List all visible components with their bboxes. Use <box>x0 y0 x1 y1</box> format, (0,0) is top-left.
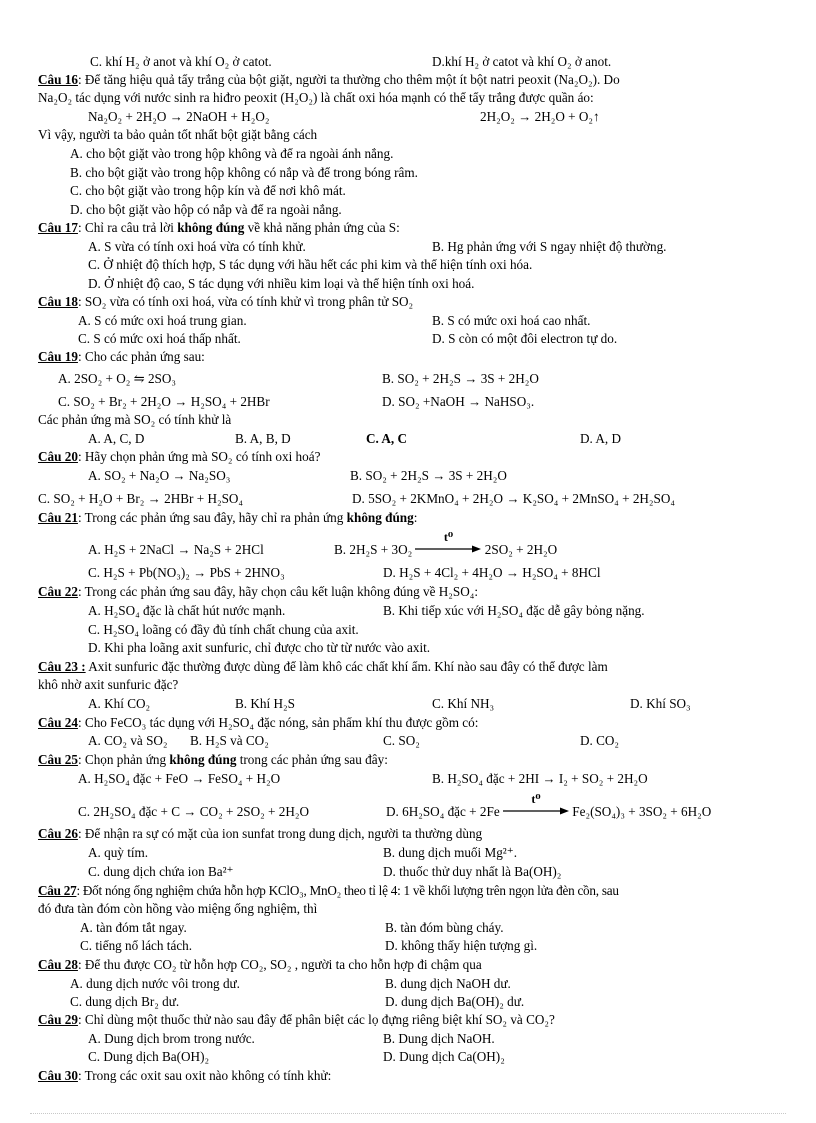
q16-equation-1: Na₂O₂ + 2H₂O → 2NaOH + H₂O₂ <box>88 109 270 124</box>
q22-label: Câu 22 <box>38 584 78 599</box>
q16-stem-line1 <box>38 73 620 86</box>
q18-option-c: C. S có mức oxi hoá thấp nhất. <box>78 331 241 346</box>
q26-label: Câu 26 <box>38 826 78 841</box>
q27-option-c: C. tiếng nổ lách tách. <box>80 938 193 953</box>
q16-stem-text: : Để tăng hiệu quả tẩy trắng của bột giặt, người ta thường cho thêm một ít bột natri peoxit (Na₂O₂). Do <box>77 72 620 87</box>
q30-label: Câu 30 <box>38 1068 78 1083</box>
q25-stem-pre: : Chọn phản ứng <box>77 752 170 767</box>
q23-stem-line1 <box>38 660 608 673</box>
q20-stem-text: : Hãy chọn phản ứng mà SO₂ có tính oxi hoá? <box>77 449 321 464</box>
q18-stem-text: : SO₂ vừa có tính oxi hoá, vừa có tính khử vì trong phân tử SO₂ <box>77 294 414 309</box>
q26-option-d: D. thuốc thử duy nhất là Ba(OH)₂ <box>383 864 562 879</box>
q20-stem <box>38 450 320 463</box>
q16-option-d: D. cho bột giặt vào hộp có nắp và để ra ngoài nắng. <box>70 202 342 217</box>
q21-label: Câu 21 <box>38 510 78 525</box>
q17-stem-bold: không đúng <box>177 220 245 235</box>
q28-label: Câu 28 <box>38 957 78 972</box>
q17-option-b: B. Hg phản ứng với S ngay nhiệt độ thường. <box>432 239 667 254</box>
q15-option-d: D.khí H₂ ở catot và khí O₂ ở anot. <box>432 54 612 69</box>
q19-label: Câu 19 <box>38 349 78 364</box>
q29-stem-text: : Chỉ dùng một thuốc thử nào sau đây để phân biệt các lọ đựng riêng biệt khí SO₂ và CO₂? <box>77 1012 555 1027</box>
q16-option-a: A. cho bột giặt vào trong hộp không và để ra ngoài ánh nắng. <box>70 146 394 161</box>
q30-stem-text: : Trong các oxit sau oxit nào không có tính khử: <box>77 1068 332 1083</box>
q28-option-b: B. dung dịch NaOH dư. <box>385 976 511 991</box>
q27-option-d: D. không thấy hiện tượng gì. <box>385 938 538 953</box>
q16-option-c: C. cho bột giặt vào trong hộp kín và để nơi khô mát. <box>70 183 346 198</box>
q27-option-a: A. tàn đóm tắt ngay. <box>80 920 187 935</box>
q28-option-a: A. dung dịch nước vôi trong dư. <box>70 976 240 991</box>
q21-stem-post: : <box>413 510 418 525</box>
q29-option-d: D. Dung dịch Ca(OH)₂ <box>383 1049 505 1064</box>
q29-option-a: A. Dung dịch brom trong nước. <box>88 1031 255 1046</box>
q29-label: Câu 29 <box>38 1012 78 1027</box>
q26-option-c: C. dung dịch chứa ion Ba²⁺ <box>88 864 234 879</box>
q25-option-d-products: Fe₂(SO₄)₃ + 3SO₂ + 6H₂O <box>572 804 712 819</box>
q23-option-b: B. Khí H₂S <box>235 696 295 711</box>
q21-option-d: D. H₂S + 4Cl₂ + 4H₂O → H₂SO₄ + 8HCl <box>383 565 601 580</box>
q19-option-a: A. A, C, D <box>88 431 145 446</box>
q23-stem-line2: khô nhờ axit sunfuric đặc? <box>38 677 179 692</box>
q23-option-c: C. Khí NH₃ <box>432 696 495 711</box>
q20-option-b: B. SO₂ + 2H₂S → 3S + 2H₂O <box>350 468 507 483</box>
q22-option-a: A. H₂SO₄ đặc là chất hút nước mạnh. <box>88 603 286 618</box>
q25-stem-bold: không đúng <box>169 752 237 767</box>
q18-option-d: D. S còn có một đôi electron tự do. <box>432 331 618 346</box>
q28-stem <box>38 958 482 971</box>
q26-stem-text: : Để nhận ra sự có mặt của ion sunfat trong dung dịch, người ta thường dùng <box>77 826 483 841</box>
q24-option-b: B. H₂S và CO₂ <box>190 733 269 748</box>
q23-stem-text: Axit sunfuric đặc thường được dùng để làm khô các chất khí ẩm. Khí nào sau đây có thể được làm <box>85 659 608 674</box>
q29-option-c: C. Dung dịch Ba(OH)₂ <box>88 1049 210 1064</box>
q24-option-d: D. CO₂ <box>580 733 620 748</box>
q19-question: Các phản ứng mà SO₂ có tính khử là <box>38 412 232 427</box>
q25-stem-post: trong các phản ứng sau đây: <box>236 752 388 767</box>
q17-option-c: C. Ở nhiệt độ thích hợp, S tác dụng với hầu hết các phi kim và thể hiện tính oxi hóa. <box>88 257 533 272</box>
q19-option-b: B. A, B, D <box>235 431 291 446</box>
q25-heat-arrow <box>503 792 569 818</box>
q19-stem <box>38 350 205 363</box>
q22-option-b: B. Khi tiếp xúc với H₂SO₄ đặc dễ gây bỏng nặng. <box>383 603 645 618</box>
q19-equation-a: A. 2SO₂ + O₂ ⇋ 2SO₃ <box>58 371 177 386</box>
q16-equation-2: 2H₂O₂ → 2H₂O + O₂↑ <box>480 109 600 124</box>
q20-option-d: D. 5SO₂ + 2KMnO₄ + 2H₂O → K₂SO₄ + 2MnSO₄ + 2H₂SO₄ <box>352 491 675 506</box>
q25-option-a: A. H₂SO₄ đặc + FeO → FeSO₄ + H₂O <box>78 771 281 786</box>
q21-heat-arrow <box>415 530 481 556</box>
q25-stem <box>38 753 388 766</box>
q18-option-a: A. S có mức oxi hoá trung gian. <box>78 313 247 328</box>
q19-equation-c: C. SO₂ + Br₂ + 2H₂O → H₂SO₄ + 2HBr <box>58 394 270 409</box>
q21-stem-bold: không đúng <box>346 510 414 525</box>
q21-option-b-reactants: B. 2H₂S + 3O₂ <box>334 542 413 557</box>
q25-label: Câu 25 <box>38 752 78 767</box>
q17-stem <box>38 221 400 234</box>
arrow-right-icon <box>503 806 569 816</box>
q21-option-b-products: 2SO₂ + 2H₂O <box>484 542 558 557</box>
q24-stem-text: : Cho FeCO₃ tác dụng với H₂SO₄ đặc nóng, sản phẩm khí thu được gồm có: <box>77 715 479 730</box>
q27-label: Câu 27 <box>38 883 77 898</box>
q27-option-b: B. tàn đóm bùng cháy. <box>385 920 504 935</box>
q16-option-b: B. cho bột giặt vào trong hộp không có nắp và để trong bóng râm. <box>70 165 418 180</box>
q24-label: Câu 24 <box>38 715 78 730</box>
q28-option-c: C. dung dịch Br₂ dư. <box>70 994 180 1009</box>
q18-option-b: B. S có mức oxi hoá cao nhất. <box>432 313 591 328</box>
q23-option-d: D. Khí SO₃ <box>630 696 691 711</box>
q25-heat-condition: t⁰ <box>531 792 541 806</box>
q27-stem-line2: đó đưa tàn đóm còn hồng vào miệng ống nghiệm, thì <box>38 901 318 916</box>
q16-stem-line3: Vì vậy, người ta bảo quản tốt nhất bột giặt bằng cách <box>38 127 318 142</box>
q27-stem-text: : Đốt nóng ống nghiệm chứa hỗn hợp KClO₃, MnO₂ theo tỉ lệ 4: 1 về khối lượng trên ngọn lửa đèn cồn, sau <box>76 883 619 898</box>
q25-option-d <box>386 792 712 819</box>
q26-option-a: A. quỳ tím. <box>88 845 149 860</box>
q28-stem-text: : Để thu được CO₂ từ hỗn hợp CO₂, SO₂ , người ta cho hỗn hợp đi chậm qua <box>77 957 482 972</box>
q17-stem-pre: : Chỉ ra câu trả lời <box>77 220 178 235</box>
q20-option-c: C. SO₂ + H₂O + Br₂ → 2HBr + H₂SO₄ <box>38 491 244 506</box>
q19-stem-text: : Cho các phản ứng sau: <box>77 349 205 364</box>
q30-stem <box>38 1069 331 1082</box>
q19-option-d: D. A, D <box>580 431 622 446</box>
q28-option-d: D. dung dịch Ba(OH)₂ dư. <box>385 994 525 1009</box>
q21-stem <box>38 511 417 524</box>
q25-option-b: B. H₂SO₄ đặc + 2HI → I₂ + SO₂ + 2H₂O <box>432 771 648 786</box>
q24-option-a: A. CO₂ và SO₂ <box>88 733 168 748</box>
q23-label: Câu 23 : <box>38 659 86 674</box>
q23-option-a: A. Khí CO₂ <box>88 696 151 711</box>
q17-label: Câu 17 <box>38 220 78 235</box>
q16-label: Câu 16 <box>38 72 78 87</box>
q26-option-b: B. dung dịch muối Mg²⁺. <box>383 845 517 860</box>
q29-option-b: B. Dung dịch NaOH. <box>383 1031 495 1046</box>
q29-stem <box>38 1013 555 1026</box>
q20-label: Câu 20 <box>38 449 78 464</box>
q26-stem <box>38 827 482 840</box>
q18-label: Câu 18 <box>38 294 78 309</box>
q17-option-d: D. Ở nhiệt độ cao, S tác dụng với nhiều kim loại và thể hiện tính oxi hoá. <box>88 276 475 291</box>
q19-option-c: C. A, C <box>366 431 408 446</box>
q22-option-d: D. Khi pha loãng axit sunfuric, chỉ được cho từ từ nước vào axit. <box>88 640 431 655</box>
q21-heat-condition: t⁰ <box>443 530 454 544</box>
q16-stem-line2: Na₂O₂ tác dụng với nước sinh ra hiđro peoxit (H₂O₂) là chất oxi hóa mạnh có thể tẩy trắng được quần áo: <box>38 90 594 105</box>
q24-stem <box>38 716 478 729</box>
q19-equation-d: D. SO₂ +NaOH → NaHSO₃. <box>382 394 535 409</box>
q22-stem <box>38 585 478 598</box>
q27-stem-line1 <box>38 884 619 897</box>
page-bottom-divider <box>30 1113 786 1114</box>
q18-stem <box>38 295 413 308</box>
q17-stem-post: về khả năng phản ứng của S: <box>244 220 400 235</box>
q21-option-a: A. H₂S + 2NaCl → Na₂S + 2HCl <box>88 542 264 557</box>
arrow-right-icon <box>415 544 481 554</box>
q21-option-b <box>334 530 558 557</box>
q17-option-a: A. S vừa có tính oxi hoá vừa có tính khử. <box>88 239 306 254</box>
q15-option-c: C. khí H₂ ở anot và khí O₂ ở catot. <box>90 54 272 69</box>
q20-option-a: A. SO₂ + Na₂O → Na₂SO₃ <box>88 468 231 483</box>
q22-option-c: C. H₂SO₄ loãng có đầy đủ tính chất chung của axit. <box>88 622 359 637</box>
q19-equation-b: B. SO₂ + 2H₂S → 3S + 2H₂O <box>382 371 539 386</box>
q21-stem-pre: : Trong các phản ứng sau đây, hãy chỉ ra phản ứng <box>77 510 347 525</box>
q25-option-c: C. 2H₂SO₄ đặc + C → CO₂ + 2SO₂ + 2H₂O <box>78 804 310 819</box>
q21-option-c: C. H₂S + Pb(NO₃)₂ → PbS + 2HNO₃ <box>88 565 285 580</box>
q24-option-c: C. SO₂ <box>383 733 420 748</box>
q25-option-d-reactants: D. 6H₂SO₄ đặc + 2Fe <box>386 804 500 819</box>
q22-stem-text: : Trong các phản ứng sau đây, hãy chọn câu kết luận không đúng về H₂SO₄: <box>77 584 478 599</box>
